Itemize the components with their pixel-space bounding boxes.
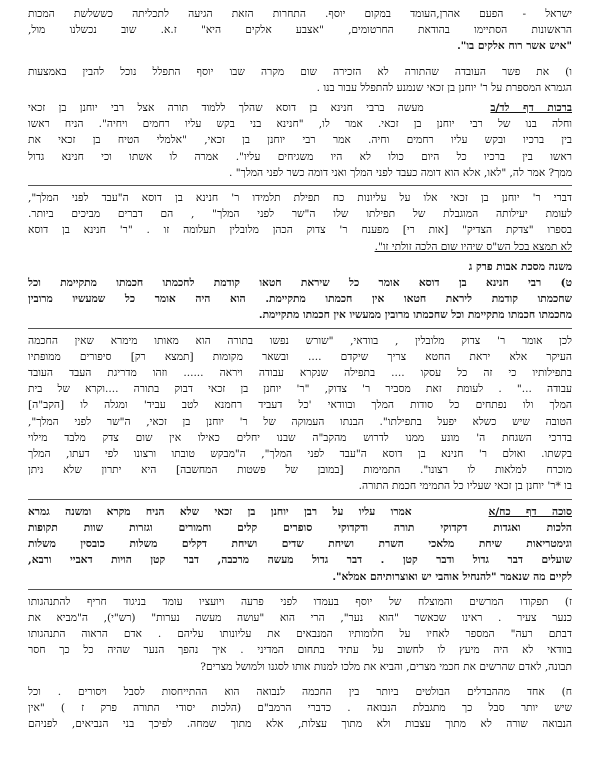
text-line: שיש יותר סבל כך מתגבלת הנבואה . כדברי הרמב"ם (הלכות יסודי התורה פרק ז ) "אין (28, 701, 572, 714)
text-line: הלכות ואגדות דקדוקי תורה ודקדוקי סופרים קלים וחמורים וגזרות שוות תקופות (28, 521, 572, 534)
text-line: לעומת יעילותה המוגבלת של תפילתו שלו ה"שר לפני המלך" , הם דברים מביכים ביותר. (28, 208, 572, 221)
text-line (28, 504, 572, 520)
commentary-1 (28, 190, 572, 255)
text-line: ישראל - הפעם אהרן,העומד במקום יוסף. התחרות הזאת הגיעה לתכליתה כששלשת המכות (28, 8, 572, 20)
intro-paragraph (28, 6, 572, 55)
text-line: הטובה שיש כשלא יפעל בתפילתו". הבנתו העמוקה של ר' יוחנן בן זכאי, ה"שר לפני המלך", (28, 415, 572, 428)
text-line: בדרכי השגחת ה' מונע ממנו לדרוש מהקב"ה שבנו יחלים כאילו אין שום צדק מלבד מילוי (28, 431, 572, 444)
text-line: מוכרח למלאות לו רצונו". התמימות [במובן של פשטות המחשבה] היא יתרון שלא ניתן (28, 464, 572, 477)
source-citation: ברכות דף לד/ב (490, 102, 572, 115)
berachot-quote (28, 100, 572, 181)
source-citation: סוכה דף כח/א (488, 505, 572, 518)
text-line-content: אמרו עליו על רבן יוחנן בן זכאי שלא הניח מקרא ומשנה גמרא (28, 505, 412, 518)
text-line: הנבואה שורה לא מתוך עצבות ולא מתוך עצלות, אלא מתוך שמחה. לפיכך בני הנביאים, לפניהם (28, 718, 572, 731)
divider (28, 185, 572, 186)
divider (28, 328, 572, 329)
text-line (28, 22, 572, 38)
text-line: מחכמתו חכמתו מתקיימת וכל שחכמתו מרובין ממעשיו אין חכמתו מתקיימת. (258, 309, 572, 322)
text-line: ראשו בין ברכיו כל היום כולו לא היו משגיחים עליו". אמרה לו אשתו וכי חנינא גדול (28, 150, 572, 163)
divider (28, 499, 572, 500)
text-line: הגמרא המספרת על ר' יוחנן בן זכאי שנמנע להתפלל עבור בנו . (316, 81, 572, 94)
text-line-content: מעשה ברבי חנינא בן דוסא שהלך ללמוד תורה אצל רבי יוחנן בן זכאי (28, 102, 424, 115)
text-line: ט) רבי חנינא בן דוסא אומר כל שיראת חטאו קודמת לחכמתו חכמתו מתקיימת וכל (28, 277, 572, 290)
text-line: ו) את פשר העובדה שהתורה לא הזכירה שום מקרה שבו יוסף התפלל נוכל להבין באמצעות (28, 65, 572, 78)
text-line: לכן אומר ר' צדוק מלובלין , בוודאי, "שורש נפשו בתורה הוא מאותו מימרא שאין החכמה (28, 334, 572, 347)
text-line: העיקר אלא יראת החטא צריך שיקדם .... ובשאר מקומות [תמצא רק] סיפורים ממופתיו (28, 350, 572, 363)
text-line: שחכמתו קודמת ליראת חטאו אין חכמתו מתקיימת. הוא היה אומר כל שמעשיו מרובין (28, 293, 572, 306)
text-line: דברי ר' יוחנן בן זכאי אלו על עליונות כח תפילת תלמידו ר' חנינא בן דוסא ה"עבד לפני המלך", (28, 192, 572, 205)
text-line: ז) תפקודו המרשים והמוצלח של יוסף בעמדו לפני פרעה ויועציו עומד בניגוד חריף להתנהגותו (28, 595, 572, 608)
text-line: בין ברכיו ובקש עליו רחמים וחיה. אמר רבי יוחנן בן זכאי, "אלמלי הטיח בן זכאי את (28, 134, 572, 147)
commentary-2 (28, 333, 572, 495)
text-line: וחלה בנו של רבי יוחנן בן זכאי. אמר לו, "חנינא בני בקש עליו רחמים ויחיה". הניח ראשו (28, 118, 572, 131)
text-line: המלך ולו נפתחים כל סודות המלך ובוודאי 'כל דעביד רחמנא לטב עביד' ומגלה לו [הקב"ה] (28, 399, 572, 412)
text-line: כנער צעיר . ראינו שכאשר "הוא נער", הרי הוא "עושה מעשה נערות" (רש"י), ה"מביא את (28, 611, 572, 624)
text-line: בקשתו. ואולם ר' חנינא בן דוסא ה"עבד לפני המלך", ה"מבקש טובתו ורצונו לפי דעתו, המלך (28, 448, 572, 461)
text-line: ח) אחד מההבדלים הבולטים ביותר בין החכמה לנבואה הוא ההתייחסות לסבל ויסורים . וכל (28, 685, 572, 698)
text-line-content: הראשונות הסתיימו בהודאת החרטומים, "אצבע אלקים היא" ז.א. שוב נכשלנו מול, (28, 24, 572, 37)
sukkah-quote (28, 504, 572, 585)
text-line: דבתם רעה" המספר לאחיו על חלומותיו המנבאים את עליונותו עליהם . אדם הראוה התנהגותו (28, 628, 572, 641)
text-line: לא תמצא בכל הש"ס שיהיו שום הלכה זולתי זו". (374, 240, 572, 253)
text-line: בוודאי לא היה מיעץ לו לחשוב על עתיד בתחום המדיני . איך נהפך הנער שהיה כל כך חסר (28, 644, 572, 657)
divider (28, 589, 572, 590)
text-line: ממך? אמר לה, "לאו, אלא הוא דומה כעבד לפני המלך ואני דומה כשר לפני המלך" . (229, 166, 572, 179)
section-7-paragraph (28, 594, 572, 675)
text-line: תבונה, לאדם שהרשים את חכמי מצרים, והביא את מלכו למנות אותו לסגנו ולמושל מצרים? (200, 660, 572, 673)
text-line: בספרו "צדקת הצדיק" [אות רי] מפענח ר' צדוק הכהן מלובלין תעלומה זו . "ר' חנינא בן דוסא (28, 224, 572, 237)
mishnah-quote (28, 259, 572, 324)
text-line: בתפילותיו כי זה כל עסקו .... בתפילה שנקרא עבודה ויראה ...... וזהו מדריגת העבד העובד (28, 367, 572, 380)
text-line: בו *ר' יוחנן בן זכאי שעליו כל התמימי חכמת התורה. (358, 480, 572, 493)
section-8-paragraph (28, 684, 572, 733)
text-line (28, 100, 572, 116)
text-line: לקיים מה שנאמר "להנחיל אוהבי יש ואוצרותיהם אמלא". (332, 570, 572, 583)
text-line: "איש אשר רוח אלקים בו". (457, 40, 572, 53)
text-line: שועלים דבר גדול ודבר קטן . דבר גדול מעשה מרכבה, דבר קטן הויות דאביי ורבא, (28, 554, 572, 567)
text-line: וגימטריאות שיחת מלאכי השרת ושיחת שדים ושיחת דקלים משלות כובסין משלות (28, 538, 572, 551)
text-line: עבודה ..." . לעומת זאת מסביר ר' צדוק, "ר' יוחנן בן זכאי דבוק בתורה ....וקרא של בית (28, 383, 572, 396)
mishnah-title: משנה מסכת אבות פרק ג (468, 260, 572, 273)
section-6-paragraph (28, 64, 572, 96)
